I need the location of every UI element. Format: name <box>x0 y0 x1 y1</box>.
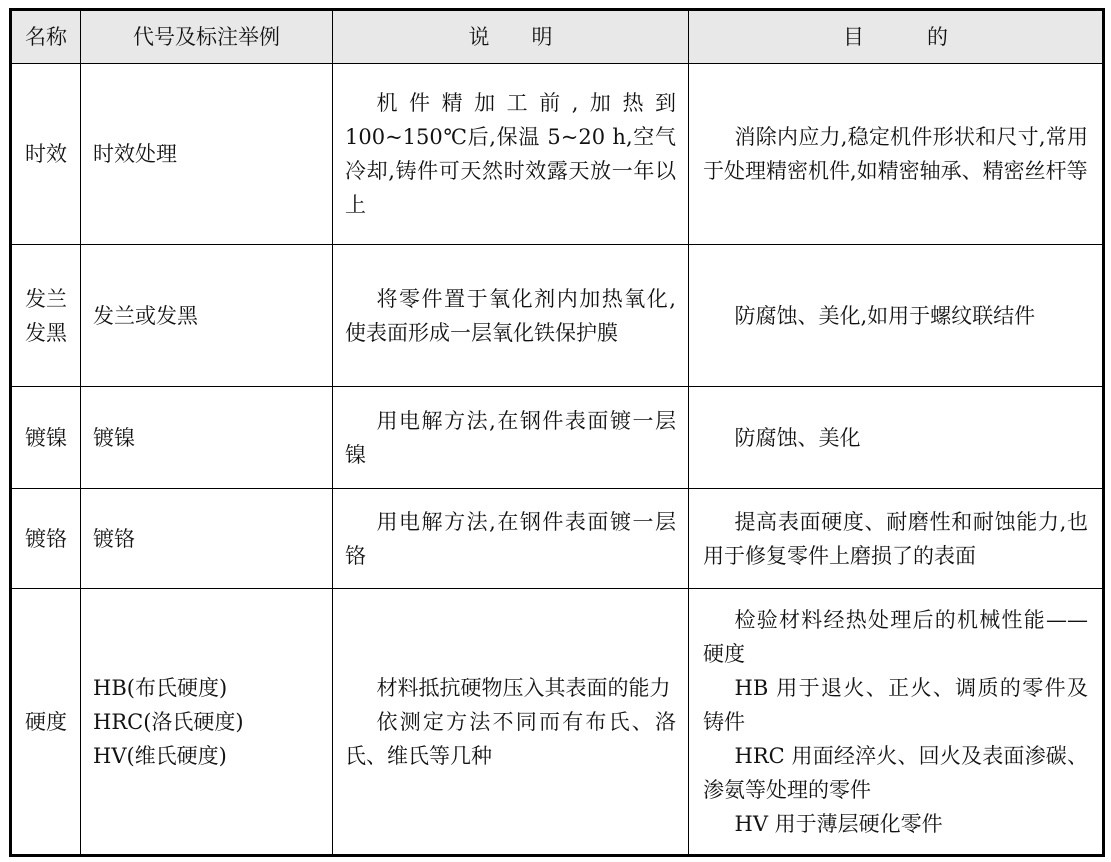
cell-purpose <box>689 245 1104 387</box>
name-line: 镀铬 <box>25 526 67 551</box>
paragraph: HRC 用面经淬火、回火及表面渗碳、渗氨等处理的零件 <box>703 743 1088 802</box>
col-header-description: 说 明 <box>333 10 689 64</box>
cell-purpose <box>689 387 1104 489</box>
paragraph: 防腐蚀、美化 <box>734 425 861 450</box>
paragraph: 依测定方法不同而有布氏、洛氏、维氏等几种 <box>345 709 676 768</box>
cell-name <box>11 64 81 245</box>
paragraph: 提高表面硬度、耐磨性和耐蚀能力,也用于修复零件上磨损了的表面 <box>703 509 1088 568</box>
cell-description <box>333 387 689 489</box>
cell-description <box>333 245 689 387</box>
code-line: 镀镍 <box>93 425 135 450</box>
cell-description <box>333 489 689 589</box>
code-line: HV(维氏硬度) <box>93 743 227 768</box>
cell-code <box>81 387 333 489</box>
cell-description <box>333 64 689 245</box>
cell-purpose <box>689 589 1104 856</box>
table-row-yingdu <box>11 589 1104 856</box>
cell-code <box>81 489 333 589</box>
cell-name <box>11 245 81 387</box>
cell-code <box>81 245 333 387</box>
name-line: 时效 <box>25 142 67 166</box>
header-row <box>11 10 1104 64</box>
paragraph: 用电解方法,在钢件表面镀一层铬 <box>345 509 676 568</box>
col-header-purpose: 目 的 <box>689 10 1104 64</box>
name-line: 镀镍 <box>25 425 67 450</box>
cell-purpose <box>689 489 1104 589</box>
table-row-shixiao <box>11 64 1104 245</box>
paragraph: 将零件置于氧化剂内加热氧化,使表面形成一层氧化铁保护膜 <box>345 286 676 345</box>
cell-code <box>81 64 333 245</box>
paragraph: 检验材料经热处理后的机械性能——硬度 <box>703 607 1088 666</box>
cell-code <box>81 589 333 856</box>
col-header-name: 名称 <box>11 10 81 64</box>
paragraph: 材料抵抗硬物压入其表面的能力 <box>376 675 671 700</box>
paragraph: HB 用于退火、正火、调质的零件及铸件 <box>703 675 1088 734</box>
cell-name <box>11 489 81 589</box>
treatment-process-table <box>9 8 1105 857</box>
cell-name <box>11 589 81 856</box>
name-line: 发兰 <box>25 286 67 311</box>
code-line: 镀铬 <box>93 526 135 551</box>
code-line: HB(布氏硬度) <box>93 675 228 700</box>
paragraph: 消除内应力,稳定机件形状和尺寸,常用于处理精密机件,如精密轴承、精密丝杆等 <box>703 125 1088 183</box>
code-line: 发兰或发黑 <box>93 303 198 328</box>
cell-purpose <box>689 64 1104 245</box>
paragraph: HV 用于薄层硬化零件 <box>734 811 943 836</box>
cell-name <box>11 387 81 489</box>
table-row-duge <box>11 489 1104 589</box>
col-header-code: 代号及标注举例 <box>81 10 333 64</box>
paragraph: 机件精加工前,加热到100~150℃后,保温 5~20 h,空气冷却,铸件可天然时效露天放一年以上 <box>345 91 676 217</box>
code-line: 时效处理 <box>93 142 177 166</box>
table-row-duni <box>11 387 1104 489</box>
table-row-falan-fahei <box>11 245 1104 387</box>
name-line: 硬度 <box>25 709 67 734</box>
paragraph: 防腐蚀、美化,如用于螺纹联结件 <box>734 303 1036 328</box>
code-line: HRC(洛氏硬度) <box>93 709 244 734</box>
paragraph: 用电解方法,在钢件表面镀一层镍 <box>345 408 676 467</box>
name-line: 发黑 <box>25 320 67 345</box>
cell-description <box>333 589 689 856</box>
